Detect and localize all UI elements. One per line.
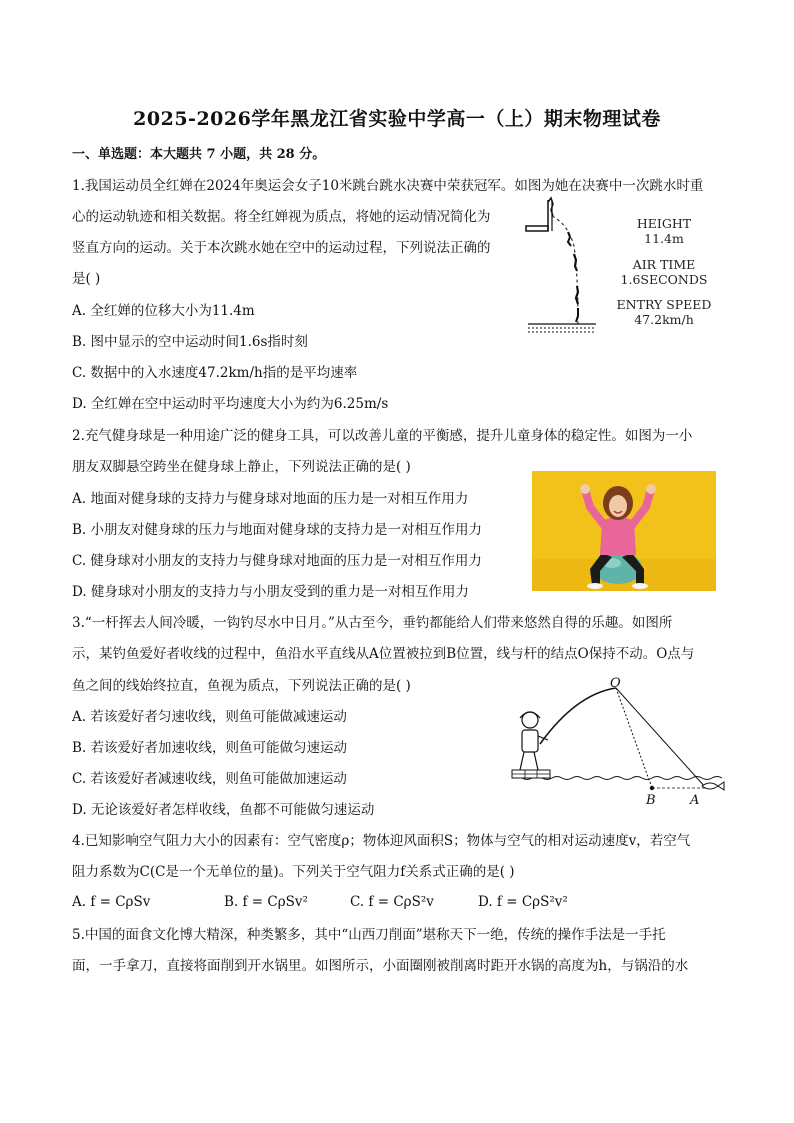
q1-option-d: D. 全红婵在空中运动时平均速度大小为约为6.25m/s — [72, 396, 389, 412]
q4-option-b: B. f = CρSv² — [224, 894, 308, 910]
q4-stem-line2: 阻力系数为C(C是一个无单位的量)。下列关于空气阻力f关系式正确的是( ) — [72, 864, 515, 880]
q3-option-c: C. 若该爱好者减速收线，则鱼可能做加速运动 — [72, 771, 347, 787]
q4-option-c: C. f = CρS²v — [350, 894, 434, 910]
q2-option-a: A. 地面对健身球的支持力与健身球对地面的压力是一对相互作用力 — [72, 491, 469, 507]
q4-option-d: D. f = CρS²v² — [478, 894, 568, 910]
q3-option-a: A. 若该爱好者匀速收线，则鱼可能做减速运动 — [72, 709, 347, 725]
fitness-ball-photo — [532, 471, 716, 591]
q1-option-c: C. 数据中的入水速度47.2km/h指的是平均速率 — [72, 365, 358, 381]
diving-trajectory-figure — [524, 196, 624, 338]
q2-option-d: D. 健身球对小朋友的支持力与小朋友受到的重力是一对相互作用力 — [72, 584, 469, 600]
q5-stem-line2: 面，一手拿刀，直接将面削到开水锅里。如图所示，小面圈刚被削离时距开水锅的高度为h，与锅沿的水 — [72, 958, 689, 974]
q1-stem-line1: 1.我国运动员全红婵在2024年奥运会女子10米跳台跳水决赛中荣获冠军。如图为她在决赛中一次跳水时重 — [72, 178, 704, 194]
q2-stem-line1: 2.充气健身球是一种用途广泛的健身工具，可以改善儿童的平衡感，提升儿童身体的稳定性。如图为一小 — [72, 428, 693, 444]
height-value: 11.4m — [644, 231, 684, 246]
q4-option-a: A. f = CρSv — [72, 894, 151, 910]
q3-stem-line1: 3.“一杆挥去人间冷暖，一钩钓尽水中日月。”从古至今，垂钓都能给人们带来悠然自得的乐趣。如图所 — [72, 615, 673, 631]
height-label: HEIGHT — [636, 216, 692, 231]
fishing-figure — [506, 674, 728, 810]
q2-stem-line2: 朋友双脚悬空跨坐在健身球上静止，下列说法正确的是( ) — [72, 459, 411, 475]
q2-option-c: C. 健身球对小朋友的支持力与健身球对地面的压力是一对相互作用力 — [72, 553, 482, 569]
q4-stem-line1: 4.已知影响空气阻力大小的因素有：空气密度ρ；物体迎风面积S；物体与空气的相对运动速度v，若空气 — [72, 833, 691, 849]
point-o-label: O — [610, 676, 621, 691]
air-time-label: AIR TIME — [632, 257, 696, 272]
entry-speed-label: ENTRY SPEED — [616, 297, 712, 312]
air-time-value: 1.6SECONDS — [620, 272, 708, 287]
q3-option-d: D. 无论该爱好者怎样收线，鱼都不可能做匀速运动 — [72, 802, 375, 818]
entry-speed-value: 47.2km/h — [634, 312, 694, 327]
q3-option-b: B. 若该爱好者加速收线，则鱼可能做匀速运动 — [72, 740, 348, 756]
q1-stem-line2: 心的运动轨迹和相关数据。将全红婵视为质点，将她的运动情况简化为 — [72, 209, 491, 225]
q1-option-a: A. 全红婵的位移大小为11.4m — [72, 303, 255, 319]
q3-stem-line2: 示，某钓鱼爱好者收线的过程中，鱼沿水平直线从A位置被拉到B位置，线与杆的结点O保持不动。O点与 — [72, 646, 695, 662]
point-b-label: B — [646, 793, 656, 808]
q1-option-b: B. 图中显示的空中运动时间1.6s指时刻 — [72, 334, 308, 350]
point-a-label: A — [690, 793, 700, 808]
q1-stem-line3: 竖直方向的运动。关于本次跳水她在空中的运动过程，下列说法正确的 — [72, 240, 491, 256]
page-title: 2025-2026学年黑龙江省实验中学高一（上）期末物理试卷 — [133, 108, 661, 130]
q2-option-b: B. 小朋友对健身球的压力与地面对健身球的支持力是一对相互作用力 — [72, 522, 483, 538]
q1-stem-line4: 是( ) — [72, 271, 101, 287]
q5-stem-line1: 5.中国的面食文化博大精深，种类繁多，其中“山西刀削面”堪称天下一绝，传统的操作手法是一手托 — [72, 927, 666, 943]
section-heading: 一、单选题：本大题共 7 小题，共 28 分。 — [72, 147, 326, 162]
q3-stem-line3: 鱼之间的线始终拉直，鱼视为质点，下列说法正确的是( ) — [72, 678, 411, 694]
